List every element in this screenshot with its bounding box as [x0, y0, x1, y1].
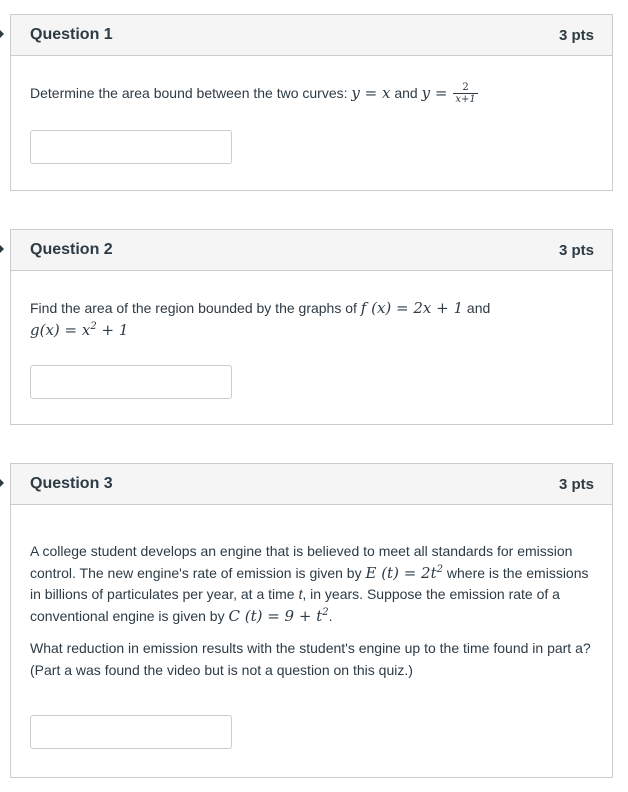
math-fraction: $\frac{2}{x+1}$ [455, 82, 476, 106]
question-1-text: Determine the area bound between the two curves: y = x and y = $\frac{2}{x+1}$ [30, 82, 476, 106]
question-2-body [11, 298, 612, 399]
question-2-points: 3 pts [558, 241, 594, 259]
math-f-of-x: f (x) = 2x + 1 [360, 299, 464, 317]
question-1-points: 3 pts [558, 26, 594, 44]
question-3-collapse-arrow-icon [0, 479, 4, 487]
question-3-answer-input[interactable] [30, 715, 232, 749]
question-3-body [11, 541, 612, 749]
question-1 [10, 14, 613, 191]
question-1-header [11, 15, 612, 56]
math-c-of-t: C $(t) = 9 + t^2$ [228, 606, 329, 625]
math-y-equals: y = [421, 84, 448, 102]
question-3-header [11, 464, 612, 505]
question-1-body [11, 83, 612, 164]
question-1-collapse-arrow-icon [0, 30, 4, 38]
math-y-equals-x: y = x [351, 84, 391, 102]
question-3-title: Question 3 [30, 475, 113, 492]
question-2-title: Question 2 [30, 241, 113, 258]
math-g-of-x: $g(x) = x^2 + 1$ [30, 320, 129, 339]
question-2-answer-input[interactable] [30, 365, 232, 399]
question-3-points: 3 pts [558, 475, 594, 493]
math-e-of-t: E $(t) = 2t^2$ [365, 563, 443, 582]
question-3-paragraph-2: What reduction in emission results with the student's engine up to the time found in part a? (Part a was found the video but is not a question on this quiz.) [30, 640, 591, 678]
question-2 [10, 229, 613, 425]
question-2-header [11, 230, 612, 271]
question-2-text: Find the area of the region bounded by the graphs of f (x) = 2x + 1 and $g(x) = x^2 + 1$ [30, 299, 491, 339]
question-2-collapse-arrow-icon [0, 245, 4, 253]
question-3 [10, 463, 613, 778]
question-1-answer-input[interactable] [30, 130, 232, 164]
question-3-paragraph-1: A college student develops an engine that is believed to meet all standards for emission control. The new engine's rate of emission is given by E $(t) = 2t^2$ where is the emissions in billions of particulates per year, at a time t, in years. Suppose the emission rate of a conventional engine is given by C $(t) = 9 + t^2$. [30, 543, 589, 625]
question-1-title: Question 1 [30, 26, 113, 43]
